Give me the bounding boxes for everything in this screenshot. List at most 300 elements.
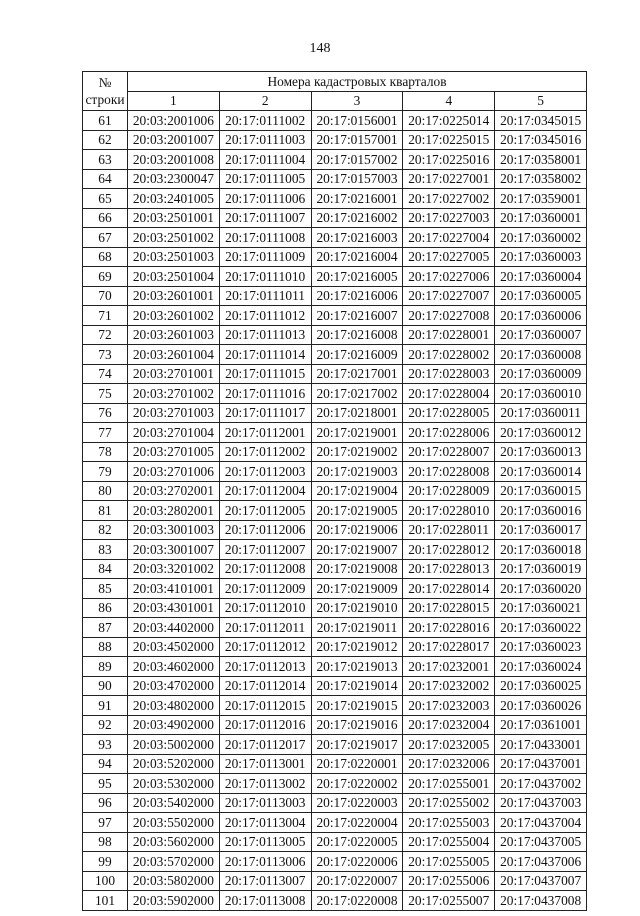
cadastral-number-cell: 20:17:0360001 [495,208,587,228]
cadastral-number-cell: 20:17:0228014 [403,579,495,599]
cadastral-number-cell: 20:17:0112010 [219,598,311,618]
cadastral-number-cell: 20:17:0111010 [219,267,311,287]
cadastral-number-cell: 20:03:5302000 [128,774,220,794]
row-number-cell: 77 [83,423,128,443]
cadastral-number-cell: 20:03:5502000 [128,813,220,833]
cadastral-number-cell: 20:17:0360009 [495,364,587,384]
cadastral-number-cell: 20:17:0112013 [219,657,311,677]
table-row [83,793,587,813]
cadastral-number-cell: 20:17:0219007 [311,540,403,560]
cadastral-number-cell: 20:17:0112009 [219,579,311,599]
cadastral-number-cell: 20:17:0111006 [219,189,311,209]
cadastral-number-cell: 20:17:0219003 [311,462,403,482]
cadastral-number-cell: 20:17:0225014 [403,111,495,131]
cadastral-number-cell: 20:17:0216008 [311,325,403,345]
row-number-cell: 91 [83,696,128,716]
cadastral-number-cell: 20:17:0113006 [219,852,311,872]
header-row-columns [83,91,587,111]
cadastral-number-cell: 20:17:0220007 [311,871,403,891]
cadastral-number-cell: 20:17:0360010 [495,384,587,404]
table-row [83,267,587,287]
row-number-cell: 100 [83,871,128,891]
cadastral-number-cell: 20:03:2601003 [128,325,220,345]
table-row [83,618,587,638]
cadastral-number-cell: 20:03:2701006 [128,462,220,482]
table-row [83,813,587,833]
cadastral-number-cell: 20:17:0112006 [219,520,311,540]
cadastral-number-cell: 20:17:0360022 [495,618,587,638]
column-header-1: 1 [128,91,220,111]
table-row [83,150,587,170]
row-number-cell: 85 [83,579,128,599]
row-number-cell: 83 [83,540,128,560]
cadastral-number-cell: 20:17:0227004 [403,228,495,248]
row-number-header-word: строки [85,92,125,107]
table-row [83,891,587,911]
cadastral-number-cell: 20:17:0360003 [495,247,587,267]
cadastral-number-cell: 20:17:0112016 [219,715,311,735]
table-row [83,325,587,345]
column-header-5: 5 [495,91,587,111]
table-row [83,559,587,579]
cadastral-number-cell: 20:17:0219015 [311,696,403,716]
cadastral-number-cell: 20:17:0360025 [495,676,587,696]
cadastral-number-cell: 20:03:2501002 [128,228,220,248]
row-number-cell: 79 [83,462,128,482]
table-row [83,598,587,618]
cadastral-number-cell: 20:17:0112014 [219,676,311,696]
cadastral-number-cell: 20:17:0219011 [311,618,403,638]
cadastral-number-cell: 20:03:2001006 [128,111,220,131]
cadastral-number-cell: 20:17:0113007 [219,871,311,891]
table-row [83,189,587,209]
cadastral-number-cell: 20:17:0157002 [311,150,403,170]
cadastral-number-cell: 20:17:0219004 [311,481,403,501]
cadastral-number-cell: 20:17:0228007 [403,442,495,462]
cadastral-number-cell: 20:17:0361001 [495,715,587,735]
cadastral-number-cell: 20:17:0216002 [311,208,403,228]
cadastral-number-cell: 20:17:0112002 [219,442,311,462]
cadastral-number-cell: 20:17:0111007 [219,208,311,228]
row-number-cell: 88 [83,637,128,657]
cadastral-number-cell: 20:17:0360004 [495,267,587,287]
cadastral-number-cell: 20:03:3201002 [128,559,220,579]
cadastral-number-cell: 20:17:0255004 [403,832,495,852]
table-row [83,403,587,423]
cadastral-number-cell: 20:17:0216001 [311,189,403,209]
cadastral-number-cell: 20:17:0113008 [219,891,311,911]
cadastral-number-cell: 20:17:0232006 [403,754,495,774]
cadastral-number-cell: 20:17:0227007 [403,286,495,306]
cadastral-number-cell: 20:17:0111002 [219,111,311,131]
table-header [83,72,587,111]
row-number-cell: 65 [83,189,128,209]
cadastral-number-cell: 20:03:5202000 [128,754,220,774]
cadastral-number-cell: 20:17:0437006 [495,852,587,872]
table-row [83,462,587,482]
cadastral-number-cell: 20:17:0216005 [311,267,403,287]
cadastral-number-cell: 20:17:0360017 [495,520,587,540]
cadastral-number-cell: 20:17:0112001 [219,423,311,443]
cadastral-number-cell: 20:03:2701003 [128,403,220,423]
table-row [83,208,587,228]
cadastral-number-cell: 20:03:4902000 [128,715,220,735]
cadastral-number-cell: 20:17:0219017 [311,735,403,755]
cadastral-number-cell: 20:17:0360006 [495,306,587,326]
row-number-cell: 98 [83,832,128,852]
cadastral-number-cell: 20:03:4101001 [128,579,220,599]
cadastral-number-cell: 20:03:2001008 [128,150,220,170]
cadastral-number-cell: 20:03:2501003 [128,247,220,267]
row-number-cell: 82 [83,520,128,540]
cadastral-number-cell: 20:03:5802000 [128,871,220,891]
cadastral-number-cell: 20:03:2501004 [128,267,220,287]
cadastral-number-cell: 20:17:0111012 [219,306,311,326]
cadastral-number-cell: 20:17:0113003 [219,793,311,813]
table-row [83,676,587,696]
cadastral-number-cell: 20:17:0220003 [311,793,403,813]
cadastral-number-cell: 20:17:0345015 [495,111,587,131]
cadastral-number-cell: 20:17:0216006 [311,286,403,306]
cadastral-number-cell: 20:17:0227003 [403,208,495,228]
cadastral-number-cell: 20:17:0112017 [219,735,311,755]
column-header-3: 3 [311,91,403,111]
header-row-group [83,72,587,92]
cadastral-number-cell: 20:17:0358001 [495,150,587,170]
cadastral-number-cell: 20:03:4802000 [128,696,220,716]
column-header-4: 4 [403,91,495,111]
cadastral-number-cell: 20:17:0437007 [495,871,587,891]
cadastral-number-cell: 20:17:0112011 [219,618,311,638]
cadastral-number-cell: 20:17:0111017 [219,403,311,423]
cadastral-number-cell: 20:17:0111011 [219,286,311,306]
cadastral-number-cell: 20:17:0232001 [403,657,495,677]
table-row [83,696,587,716]
cadastral-number-cell: 20:17:0111016 [219,384,311,404]
row-number-cell: 69 [83,267,128,287]
cadastral-number-cell: 20:03:2401005 [128,189,220,209]
cadastral-number-cell: 20:17:0113001 [219,754,311,774]
cadastral-number-cell: 20:17:0232002 [403,676,495,696]
table-row [83,423,587,443]
row-number-cell: 84 [83,559,128,579]
cadastral-number-cell: 20:03:5602000 [128,832,220,852]
cadastral-number-cell: 20:17:0360013 [495,442,587,462]
cadastral-number-cell: 20:03:5902000 [128,891,220,911]
table-row [83,774,587,794]
row-number-cell: 87 [83,618,128,638]
cadastral-number-cell: 20:03:2701002 [128,384,220,404]
cadastral-number-cell: 20:17:0433001 [495,735,587,755]
row-number-cell: 86 [83,598,128,618]
row-number-cell: 97 [83,813,128,833]
row-number-cell: 101 [83,891,128,911]
cadastral-number-cell: 20:17:0228004 [403,384,495,404]
table-row [83,657,587,677]
cadastral-number-cell: 20:17:0228008 [403,462,495,482]
cadastral-number-cell: 20:17:0228005 [403,403,495,423]
cadastral-number-cell: 20:03:2701005 [128,442,220,462]
cadastral-number-cell: 20:17:0437001 [495,754,587,774]
cadastral-number-cell: 20:17:0227006 [403,267,495,287]
cadastral-number-cell: 20:17:0360008 [495,345,587,365]
cadastral-number-cell: 20:17:0219010 [311,598,403,618]
table-row [83,520,587,540]
cadastral-number-cell: 20:17:0219009 [311,579,403,599]
table-row [83,169,587,189]
cadastral-number-cell: 20:03:4602000 [128,657,220,677]
cadastral-number-cell: 20:17:0216009 [311,345,403,365]
cadastral-number-cell: 20:17:0232003 [403,696,495,716]
cadastral-number-cell: 20:17:0225016 [403,150,495,170]
cadastral-number-cell: 20:17:0111003 [219,130,311,150]
row-number-cell: 68 [83,247,128,267]
cadastral-number-cell: 20:17:0112005 [219,501,311,521]
cadastral-number-cell: 20:17:0228017 [403,637,495,657]
cadastral-number-cell: 20:03:2702001 [128,481,220,501]
table-row [83,247,587,267]
cadastral-number-cell: 20:17:0228011 [403,520,495,540]
cadastral-number-cell: 20:17:0360021 [495,598,587,618]
table-row [83,364,587,384]
cadastral-number-cell: 20:03:2802001 [128,501,220,521]
row-number-cell: 80 [83,481,128,501]
cadastral-number-cell: 20:17:0112008 [219,559,311,579]
cadastral-number-cell: 20:17:0219001 [311,423,403,443]
table-row [83,130,587,150]
cadastral-number-cell: 20:03:2701004 [128,423,220,443]
row-number-cell: 66 [83,208,128,228]
cadastral-number-cell: 20:17:0228003 [403,364,495,384]
cadastral-number-cell: 20:17:0360026 [495,696,587,716]
cadastral-number-cell: 20:17:0360020 [495,579,587,599]
row-number-cell: 92 [83,715,128,735]
table-row [83,735,587,755]
cadastral-number-cell: 20:03:4301001 [128,598,220,618]
cadastral-number-cell: 20:17:0219013 [311,657,403,677]
cadastral-quarters-table [82,71,587,911]
cadastral-number-cell: 20:03:2001007 [128,130,220,150]
cadastral-number-cell: 20:17:0360015 [495,481,587,501]
cadastral-number-cell: 20:17:0111005 [219,169,311,189]
table-row [83,345,587,365]
cadastral-number-cell: 20:17:0218001 [311,403,403,423]
row-number-cell: 73 [83,345,128,365]
cadastral-number-cell: 20:03:5402000 [128,793,220,813]
cadastral-number-cell: 20:17:0220008 [311,891,403,911]
cadastral-number-cell: 20:17:0112012 [219,637,311,657]
cadastral-number-cell: 20:17:0360011 [495,403,587,423]
row-number-cell: 63 [83,150,128,170]
cadastral-number-cell: 20:17:0255005 [403,852,495,872]
table-row [83,501,587,521]
cadastral-number-cell: 20:17:0437003 [495,793,587,813]
row-number-cell: 62 [83,130,128,150]
table-row [83,637,587,657]
cadastral-number-cell: 20:17:0112004 [219,481,311,501]
cadastral-number-cell: 20:17:0255001 [403,774,495,794]
table-row [83,442,587,462]
cadastral-number-cell: 20:17:0228001 [403,325,495,345]
cadastral-number-cell: 20:03:3001003 [128,520,220,540]
table-row [83,228,587,248]
cadastral-number-cell: 20:17:0360016 [495,501,587,521]
cadastral-number-cell: 20:17:0217002 [311,384,403,404]
cadastral-number-cell: 20:17:0360019 [495,559,587,579]
page-number: 148 [309,41,331,56]
cadastral-number-cell: 20:17:0228015 [403,598,495,618]
cadastral-number-cell: 20:17:0228013 [403,559,495,579]
cadastral-number-cell: 20:17:0220005 [311,832,403,852]
table-row [83,715,587,735]
cadastral-number-cell: 20:17:0113005 [219,832,311,852]
row-number-cell: 70 [83,286,128,306]
cadastral-number-cell: 20:17:0360002 [495,228,587,248]
cadastral-number-cell: 20:17:0232005 [403,735,495,755]
row-number-cell: 74 [83,364,128,384]
cadastral-number-cell: 20:17:0111013 [219,325,311,345]
cadastral-number-cell: 20:17:0157003 [311,169,403,189]
row-number-cell: 61 [83,111,128,131]
row-number-cell: 95 [83,774,128,794]
row-number-cell: 93 [83,735,128,755]
cadastral-number-cell: 20:17:0437005 [495,832,587,852]
cadastral-number-cell: 20:17:0255002 [403,793,495,813]
cadastral-number-cell: 20:03:2300047 [128,169,220,189]
cadastral-number-cell: 20:17:0360018 [495,540,587,560]
cadastral-number-cell: 20:03:4402000 [128,618,220,638]
cadastral-number-cell: 20:17:0227008 [403,306,495,326]
row-number-header [83,72,128,111]
cadastral-number-cell: 20:17:0255006 [403,871,495,891]
group-header: Номера кадастровых кварталов [128,72,587,92]
table-row [83,384,587,404]
cadastral-number-cell: 20:17:0219016 [311,715,403,735]
cadastral-number-cell: 20:17:0360012 [495,423,587,443]
cadastral-number-cell: 20:17:0227001 [403,169,495,189]
row-number-cell: 76 [83,403,128,423]
cadastral-number-cell: 20:17:0228016 [403,618,495,638]
cadastral-number-cell: 20:17:0360007 [495,325,587,345]
cadastral-number-cell: 20:17:0216004 [311,247,403,267]
cadastral-number-cell: 20:17:0437002 [495,774,587,794]
cadastral-number-cell: 20:03:2601004 [128,345,220,365]
cadastral-number-cell: 20:17:0360005 [495,286,587,306]
row-number-header-symbol: № [98,75,112,90]
row-number-cell: 72 [83,325,128,345]
cadastral-number-cell: 20:17:0111008 [219,228,311,248]
cadastral-number-cell: 20:17:0227005 [403,247,495,267]
table-body [83,111,587,911]
cadastral-number-cell: 20:17:0111014 [219,345,311,365]
cadastral-number-cell: 20:17:0219005 [311,501,403,521]
cadastral-number-cell: 20:17:0220006 [311,852,403,872]
cadastral-number-cell: 20:17:0358002 [495,169,587,189]
table-row [83,852,587,872]
table-row [83,871,587,891]
cadastral-number-cell: 20:17:0360024 [495,657,587,677]
cadastral-number-cell: 20:17:0228012 [403,540,495,560]
cadastral-number-cell: 20:03:3001007 [128,540,220,560]
cadastral-number-cell: 20:17:0112007 [219,540,311,560]
cadastral-number-cell: 20:03:2601002 [128,306,220,326]
cadastral-number-cell: 20:17:0345016 [495,130,587,150]
cadastral-number-cell: 20:17:0255007 [403,891,495,911]
row-number-cell: 99 [83,852,128,872]
table-row [83,111,587,131]
cadastral-number-cell: 20:17:0113002 [219,774,311,794]
row-number-cell: 78 [83,442,128,462]
cadastral-number-cell: 20:17:0216007 [311,306,403,326]
cadastral-number-cell: 20:17:0437004 [495,813,587,833]
cadastral-number-cell: 20:17:0255003 [403,813,495,833]
row-number-cell: 89 [83,657,128,677]
cadastral-number-cell: 20:03:4702000 [128,676,220,696]
row-number-cell: 71 [83,306,128,326]
cadastral-number-cell: 20:17:0111015 [219,364,311,384]
row-number-cell: 96 [83,793,128,813]
cadastral-number-cell: 20:17:0156001 [311,111,403,131]
cadastral-number-cell: 20:03:5702000 [128,852,220,872]
cadastral-number-cell: 20:17:0360023 [495,637,587,657]
row-number-cell: 64 [83,169,128,189]
table-row [83,754,587,774]
cadastral-number-cell: 20:17:0112015 [219,696,311,716]
cadastral-number-cell: 20:17:0232004 [403,715,495,735]
cadastral-number-cell: 20:17:0228002 [403,345,495,365]
cadastral-number-cell: 20:17:0219012 [311,637,403,657]
cadastral-number-cell: 20:17:0220004 [311,813,403,833]
cadastral-number-cell: 20:17:0225015 [403,130,495,150]
table-row [83,306,587,326]
cadastral-number-cell: 20:03:4502000 [128,637,220,657]
cadastral-number-cell: 20:17:0220002 [311,774,403,794]
cadastral-number-cell: 20:17:0219008 [311,559,403,579]
row-number-cell: 81 [83,501,128,521]
cadastral-number-cell: 20:17:0111009 [219,247,311,267]
cadastral-number-cell: 20:17:0228010 [403,501,495,521]
cadastral-number-cell: 20:17:0227002 [403,189,495,209]
table-row [83,832,587,852]
cadastral-number-cell: 20:17:0216003 [311,228,403,248]
cadastral-number-cell: 20:17:0359001 [495,189,587,209]
row-number-cell: 94 [83,754,128,774]
cadastral-number-cell: 20:17:0113004 [219,813,311,833]
cadastral-number-cell: 20:17:0437008 [495,891,587,911]
row-number-cell: 75 [83,384,128,404]
table-row [83,540,587,560]
cadastral-number-cell: 20:17:0220001 [311,754,403,774]
cadastral-number-cell: 20:17:0217001 [311,364,403,384]
column-header-2: 2 [219,91,311,111]
table-row [83,579,587,599]
cadastral-number-cell: 20:17:0219002 [311,442,403,462]
cadastral-number-cell: 20:17:0111004 [219,150,311,170]
table-row [83,286,587,306]
cadastral-number-cell: 20:17:0360014 [495,462,587,482]
cadastral-number-cell: 20:17:0112003 [219,462,311,482]
cadastral-number-cell: 20:03:2501001 [128,208,220,228]
table-row [83,481,587,501]
cadastral-number-cell: 20:03:2601001 [128,286,220,306]
cadastral-number-cell: 20:17:0228006 [403,423,495,443]
cadastral-number-cell: 20:03:2701001 [128,364,220,384]
cadastral-number-cell: 20:03:5002000 [128,735,220,755]
cadastral-number-cell: 20:17:0219014 [311,676,403,696]
row-number-cell: 67 [83,228,128,248]
cadastral-number-cell: 20:17:0157001 [311,130,403,150]
row-number-cell: 90 [83,676,128,696]
